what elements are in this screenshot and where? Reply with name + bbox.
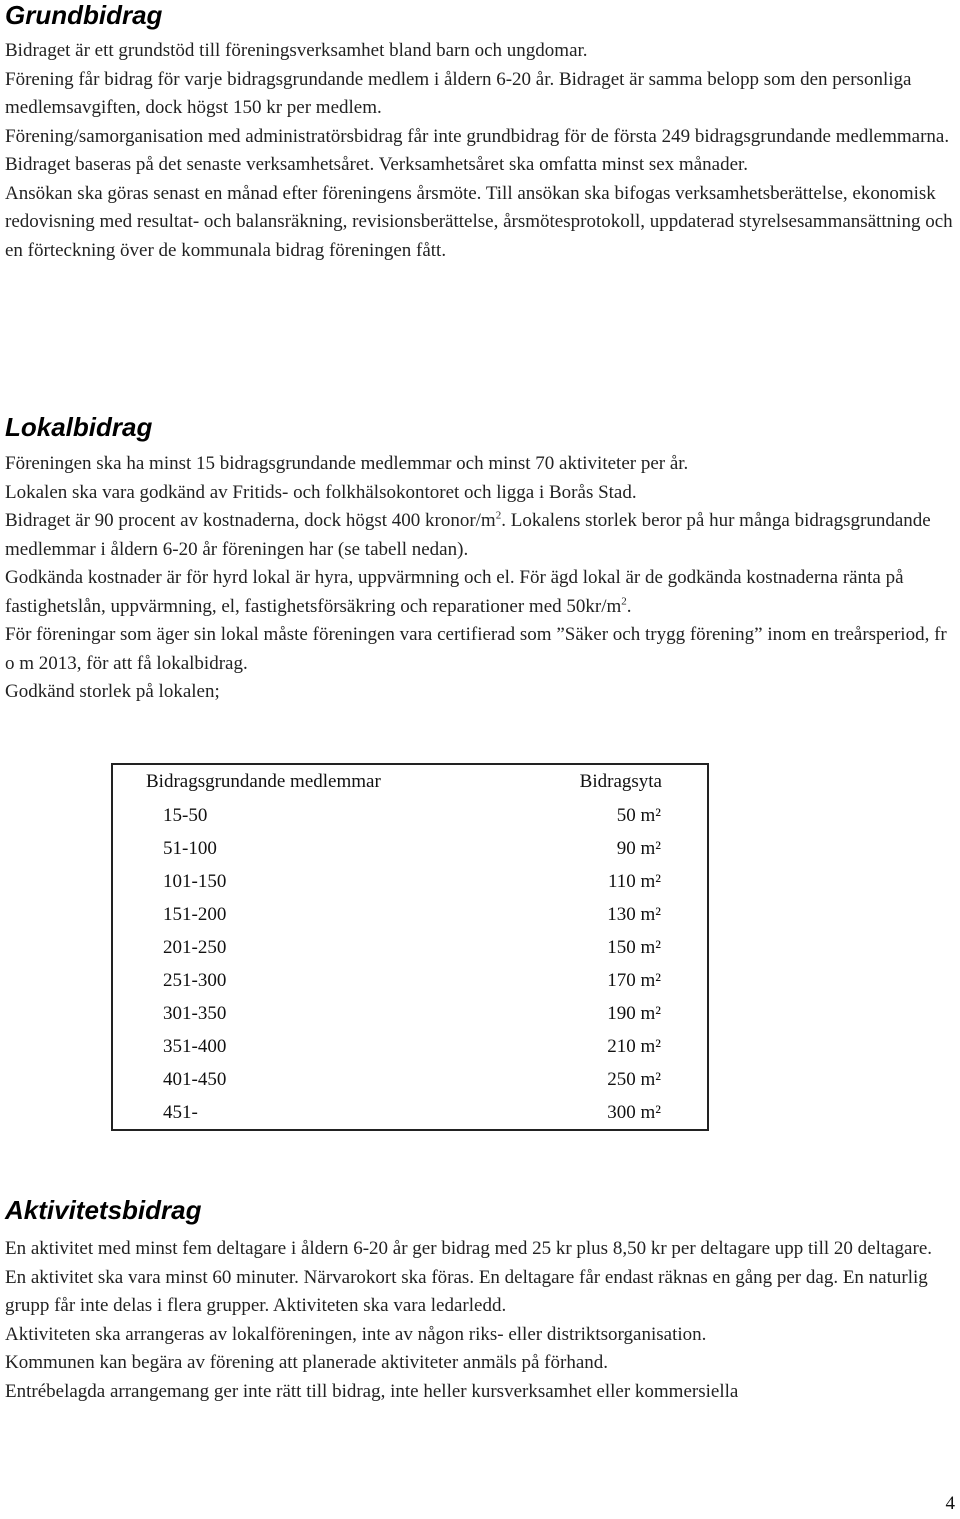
text-span: . Lokalens storlek beror på hur många bidragsgrundande medlemmar i åldern 6-20 år föreningen har (se tabell nedan). bbox=[5, 510, 931, 560]
column-header-area: Bidragsyta bbox=[579, 771, 662, 792]
text-span: Godkända kostnader är för hyrd lokal är hyra, uppvärmning och el. För ägd lokal är de godkända kostnaderna ränta på fastighetslån, uppvärmning, el, fastighetsförsäkring och reparationer med 50kr/m bbox=[5, 567, 904, 617]
table-row bbox=[112, 1096, 708, 1130]
cell-area: 300 m² bbox=[607, 1101, 661, 1123]
grundbidrag-paragraph: Förening får bidrag för varje bidragsgrundande medlem i åldern 6-20 år. Bidraget är samma belopp som den personliga medlemsavgiften, dock högst 150 kr per medlem. bbox=[5, 68, 912, 118]
cell-area: 50 m² bbox=[616, 804, 661, 826]
text-span: . bbox=[626, 595, 632, 617]
aktivitetsbidrag-body bbox=[5, 1235, 955, 1406]
cell-members: 401-450 bbox=[163, 1068, 227, 1090]
cell-members: 251-300 bbox=[163, 969, 227, 991]
heading-aktivitetsbidrag: Aktivitetsbidrag bbox=[5, 1195, 202, 1225]
table-body bbox=[112, 799, 708, 1130]
text-span: Bidraget är 90 procent av kostnaderna, dock högst 400 kronor/m bbox=[5, 510, 496, 531]
grundbidrag-body bbox=[5, 37, 955, 265]
superscript: 2 bbox=[621, 595, 627, 608]
lokalbidrag-body bbox=[5, 450, 955, 707]
table-row bbox=[112, 997, 708, 1030]
cell-members: 301-350 bbox=[163, 1002, 227, 1024]
table-row bbox=[112, 1030, 708, 1063]
lokalbidrag-paragraph: För föreningar som äger sin lokal måste föreningen vara certifierad som ”Säker och trygg förening” inom en treårsperiod, fr o m 2013, för att få lokalbidrag. bbox=[5, 624, 947, 674]
grundbidrag-paragraph: Bidraget är ett grundstöd till föreningsverksamhet bland barn och ungdomar. bbox=[5, 40, 588, 61]
aktivitetsbidrag-paragraph: Kommunen kan begära av förening att planerade aktiviteter anmäls på förhand. bbox=[5, 1352, 609, 1373]
area-size-table bbox=[111, 763, 709, 1131]
cell-members: 451- bbox=[163, 1101, 198, 1123]
table-row bbox=[112, 931, 708, 964]
cell-area: 250 m² bbox=[607, 1068, 661, 1090]
superscript: 2 bbox=[495, 509, 502, 522]
cell-members: 201-250 bbox=[163, 936, 227, 958]
cell-area: 90 m² bbox=[616, 837, 661, 859]
cell-area: 190 m² bbox=[607, 1002, 661, 1024]
cell-area: 150 m² bbox=[607, 936, 661, 958]
table-row bbox=[112, 898, 708, 931]
table-row bbox=[112, 964, 708, 997]
column-header-members: Bidragsgrundande medlemmar bbox=[146, 771, 381, 792]
table-row bbox=[112, 832, 708, 865]
cell-members: 101-150 bbox=[163, 870, 227, 892]
cell-area: 130 m² bbox=[607, 903, 661, 925]
grundbidrag-paragraph: Ansökan ska göras senast en månad efter föreningens årsmöte. Till ansökan ska bifogas verksamhetsberättelse, ekonomisk redovisning med resultat- och balansräkning, revisionsberättelse, årsmötesprotokoll, uppdaterad styrelsesammansättning och en förteckning över de kommunala bidrag föreningen fått. bbox=[5, 182, 953, 261]
table-row bbox=[112, 1063, 708, 1096]
cell-area: 110 m² bbox=[607, 870, 661, 892]
cell-members: 151-200 bbox=[163, 903, 227, 925]
table-header-row bbox=[112, 764, 708, 799]
lokalbidrag-paragraph: Föreningen ska ha minst 15 bidragsgrundande medlemmar och minst 70 aktiviteter per år. bbox=[5, 453, 689, 474]
cell-members: 351-400 bbox=[163, 1035, 227, 1057]
lokalbidrag-paragraph: Lokalen ska vara godkänd av Fritids- och folkhälsokontoret och ligga i Borås Stad. bbox=[5, 481, 637, 503]
cell-members: 15-50 bbox=[163, 804, 208, 826]
lokalbidrag-paragraph bbox=[5, 564, 955, 621]
lokalbidrag-paragraph bbox=[5, 507, 955, 564]
cell-area: 170 m² bbox=[607, 969, 661, 991]
lokalbidrag-paragraph: Godkänd storlek på lokalen; bbox=[5, 681, 220, 702]
heading-lokalbidrag: Lokalbidrag bbox=[5, 412, 153, 442]
aktivitetsbidrag-paragraph: Entrébelagda arrangemang ger inte rätt till bidrag, inte heller kursverksamhet eller kommersiella bbox=[5, 1380, 739, 1402]
aktivitetsbidrag-paragraph: En aktivitet ska vara minst 60 minuter. Närvarokort ska föras. En deltagare får endast räknas en gång per dag. En naturlig grupp får inte delas i flera grupper. Aktiviteten ska vara ledarledd. bbox=[5, 1266, 928, 1316]
table-row bbox=[112, 865, 708, 898]
cell-area: 210 m² bbox=[607, 1035, 661, 1057]
cell-members: 51-100 bbox=[163, 837, 217, 859]
page-number: 4 bbox=[945, 1493, 955, 1514]
heading-grundbidrag: Grundbidrag bbox=[5, 0, 163, 30]
aktivitetsbidrag-paragraph: En aktivitet med minst fem deltagare i åldern 6-20 år ger bidrag med 25 kr plus 8,50 kr per deltagare upp till 20 deltagare. bbox=[5, 1238, 933, 1259]
table-header bbox=[112, 764, 708, 799]
grundbidrag-paragraph: Förening/samorganisation med administratörsbidrag får inte grundbidrag för de första 249 bidragsgrundande medlemmarna. bbox=[5, 125, 950, 147]
grundbidrag-paragraph: Bidraget baseras på det senaste verksamhetsåret. Verksamhetsåret ska omfatta minst sex månader. bbox=[5, 154, 749, 175]
aktivitetsbidrag-paragraph: Aktiviteten ska arrangeras av lokalföreningen, inte av någon riks- eller distriktsorganisation. bbox=[5, 1323, 707, 1345]
table-row bbox=[112, 799, 708, 832]
